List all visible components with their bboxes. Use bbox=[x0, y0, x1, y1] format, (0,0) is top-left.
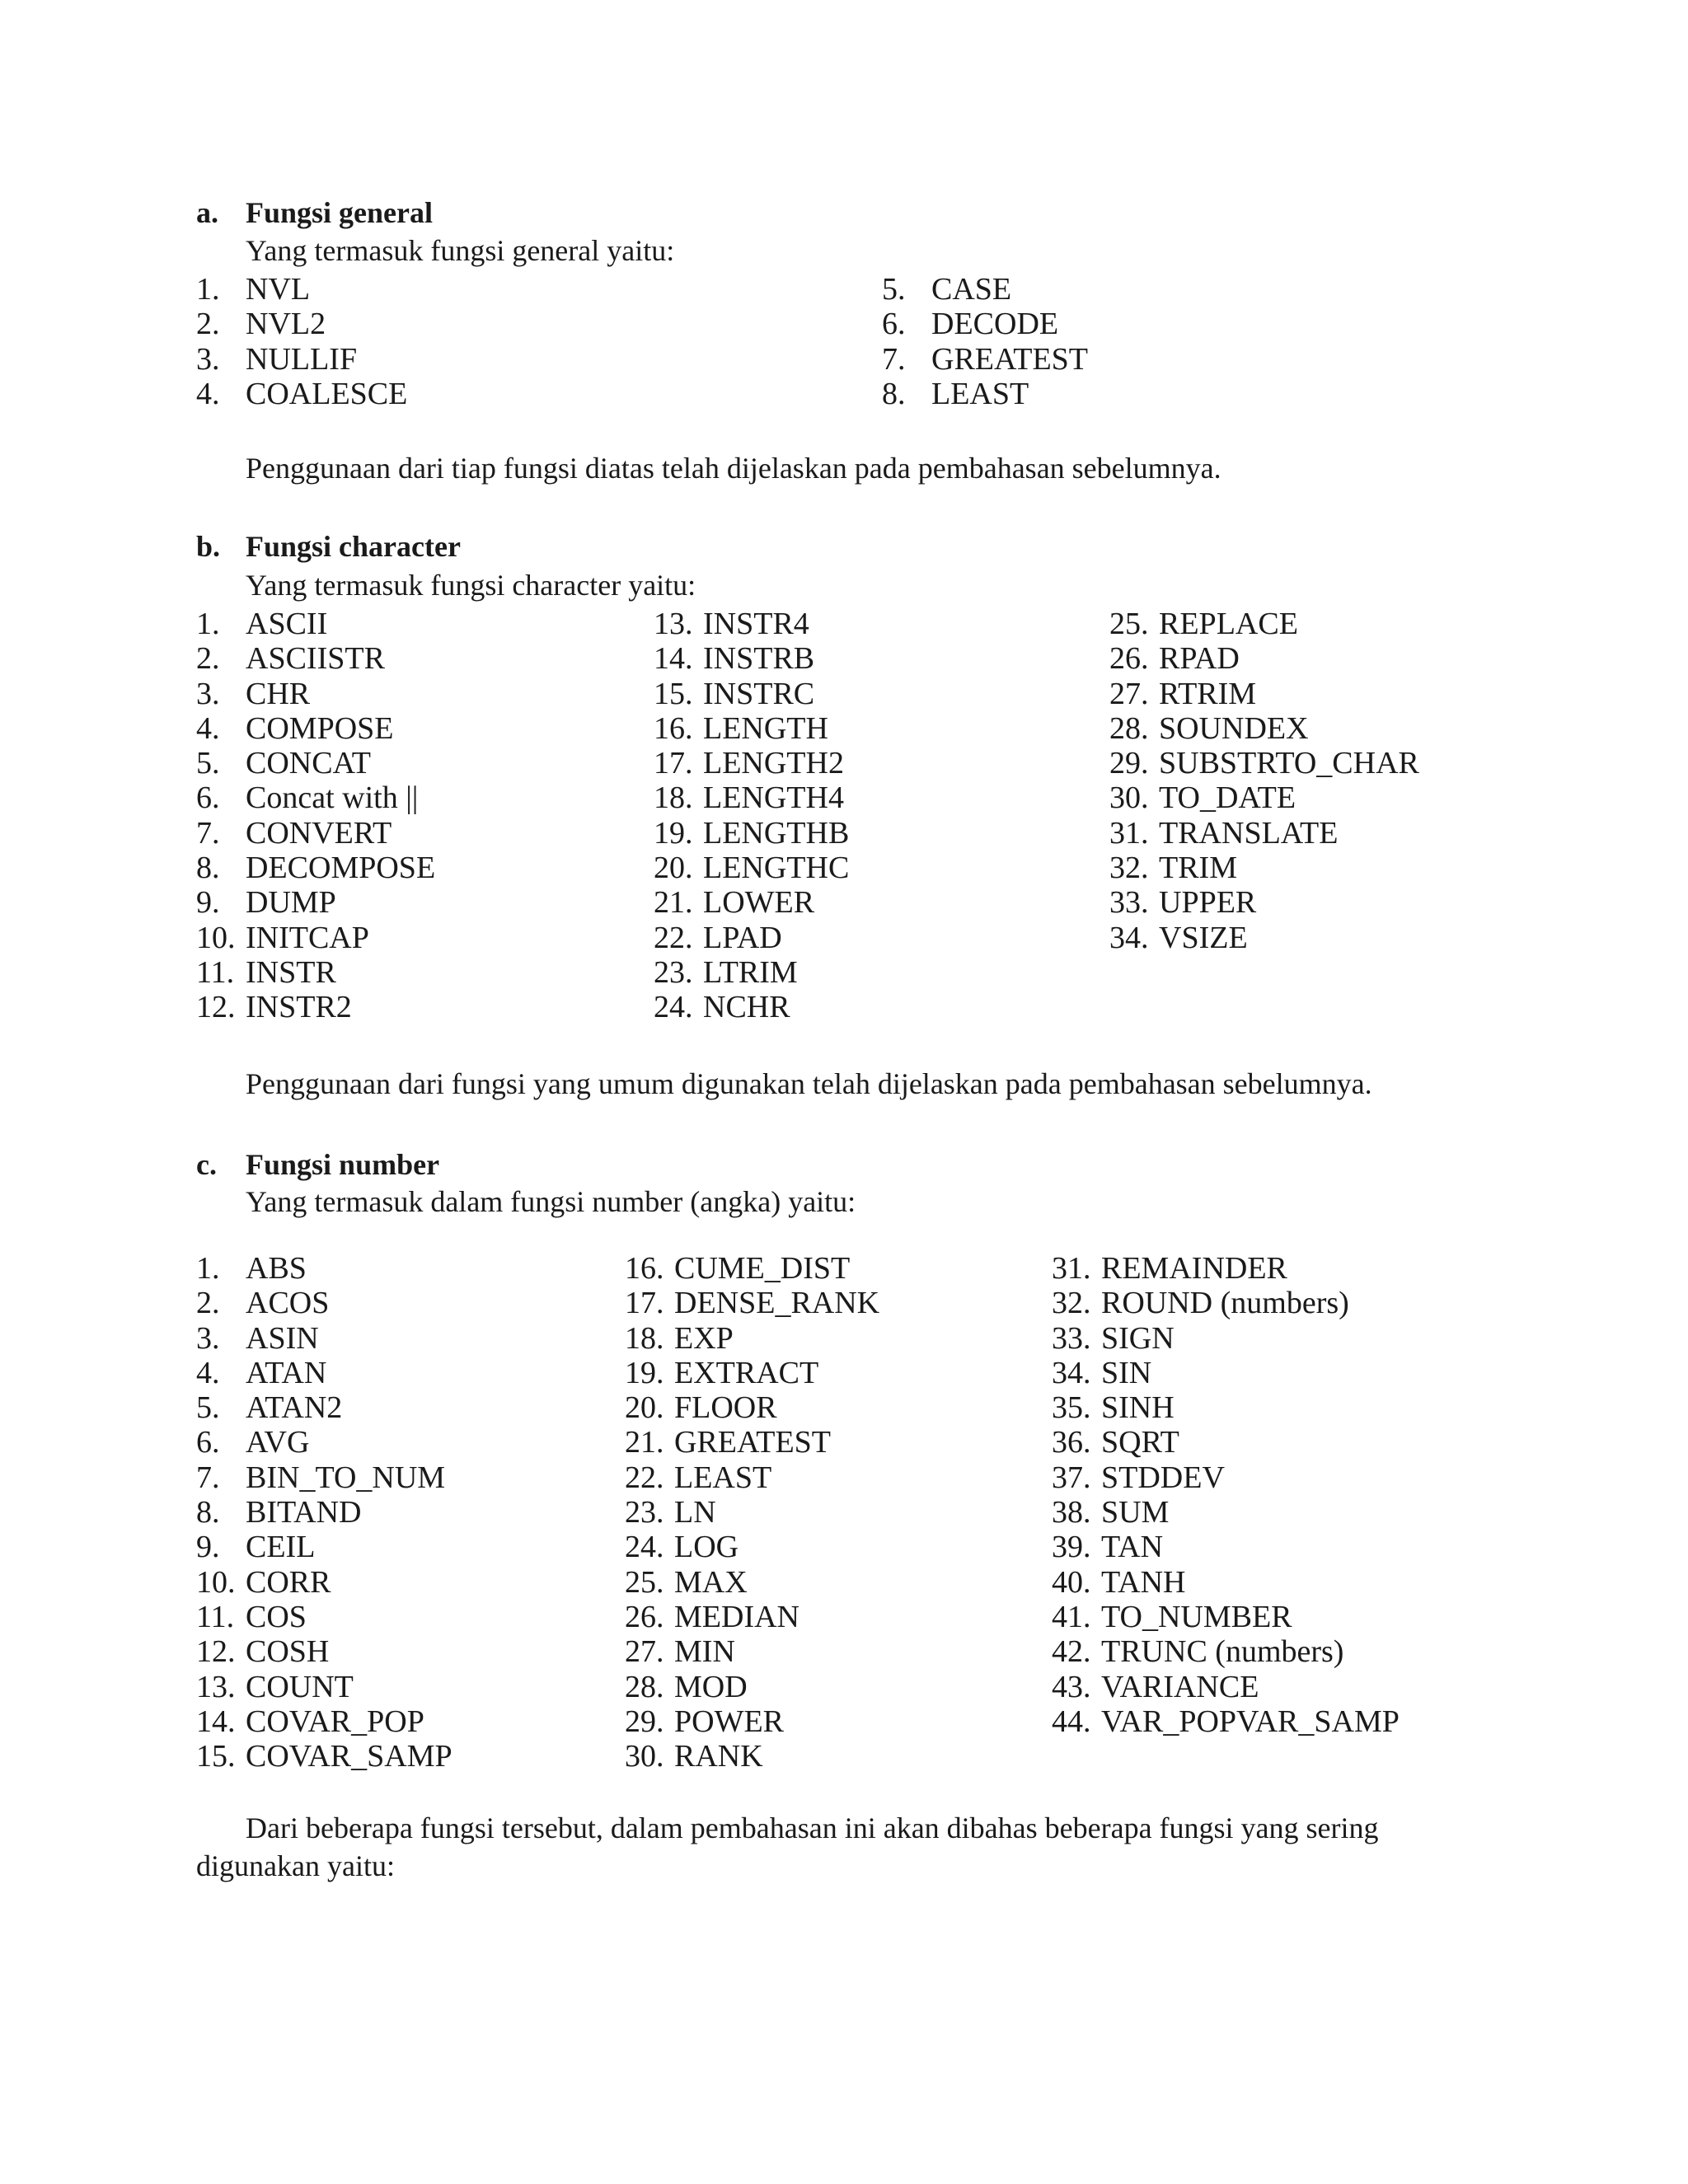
list-item-number: 3. bbox=[196, 341, 220, 377]
list-item-label: RTRIM bbox=[1159, 676, 1257, 711]
list-item-number: 18. bbox=[654, 780, 693, 816]
list-item-number: 29. bbox=[1109, 746, 1149, 781]
list-item-label: BIN_TO_NUM bbox=[246, 1460, 446, 1495]
list-item-number: 29. bbox=[625, 1704, 664, 1739]
list-item-number: 32. bbox=[1109, 851, 1149, 886]
list-item-label: GREATEST bbox=[931, 341, 1088, 377]
list-item-number: 1. bbox=[196, 607, 220, 641]
list-item-label: ACOS bbox=[246, 1286, 330, 1321]
list-item-label: RANK bbox=[674, 1739, 763, 1774]
list-item-number: 26. bbox=[1109, 641, 1149, 677]
list-item-label: GREATEST bbox=[674, 1425, 831, 1460]
list-item-number: 34. bbox=[1109, 920, 1149, 955]
list-item-label: SUBSTRTO_CHAR bbox=[1159, 746, 1419, 781]
list-item-label: ROUND (numbers) bbox=[1101, 1286, 1349, 1321]
list-item-number: 14. bbox=[654, 641, 693, 677]
list-item-label: EXTRACT bbox=[674, 1355, 819, 1390]
section-c-intro: Yang termasuk dalam fungsi number (angka) yaitu: bbox=[246, 1185, 856, 1218]
list-item-label: LTRIM bbox=[703, 954, 798, 990]
list-item-number: 15. bbox=[196, 1739, 236, 1774]
list-item-label: LN bbox=[674, 1495, 716, 1530]
list-item-label: COS bbox=[246, 1599, 307, 1634]
list-item-number: 4. bbox=[196, 376, 220, 411]
list-item-label: LENGTHB bbox=[703, 815, 850, 851]
list-item-label: TRIM bbox=[1159, 851, 1237, 886]
list-item-label: AVG bbox=[246, 1425, 310, 1460]
list-item-label: COMPOSE bbox=[246, 710, 394, 746]
list-item-label: MEDIAN bbox=[674, 1599, 799, 1634]
list-item-label: COUNT bbox=[246, 1669, 354, 1704]
list-item-label: POWER bbox=[674, 1704, 784, 1739]
list-item-label: NULLIF bbox=[246, 341, 358, 377]
list-item-number: 13. bbox=[654, 607, 693, 641]
section-a-intro: Yang termasuk fungsi general yaitu: bbox=[246, 234, 675, 267]
list-item-label: REPLACE bbox=[1159, 607, 1298, 641]
list-item-number: 27. bbox=[625, 1634, 664, 1670]
list-item-label: ATAN2 bbox=[246, 1390, 343, 1426]
list-item-number: 2. bbox=[196, 1286, 220, 1321]
list-item-number: 22. bbox=[654, 920, 693, 955]
list-item-number: 7. bbox=[882, 341, 906, 377]
list-item-label: CEIL bbox=[246, 1530, 316, 1565]
list-item-number: 19. bbox=[625, 1355, 664, 1390]
list-item-number: 21. bbox=[654, 885, 693, 921]
list-item-label: LENGTH2 bbox=[703, 746, 844, 781]
list-item-label: REMAINDER bbox=[1101, 1251, 1287, 1286]
list-item-label: TRANSLATE bbox=[1159, 815, 1339, 851]
list-item-number: 15. bbox=[654, 676, 693, 711]
list-item-number: 10. bbox=[196, 920, 236, 955]
list-item-number: 2. bbox=[196, 641, 220, 677]
list-item-number: 37. bbox=[1052, 1460, 1091, 1495]
list-item-label: TO_NUMBER bbox=[1101, 1599, 1292, 1634]
list-item-label: INSTR bbox=[246, 954, 336, 990]
list-item-number: 8. bbox=[196, 851, 220, 886]
list-item-label: SUM bbox=[1101, 1495, 1170, 1530]
list-item-number: 20. bbox=[654, 851, 693, 886]
section-c-closing-line-2: digunakan yaitu: bbox=[196, 1849, 395, 1882]
list-item-number: 8. bbox=[196, 1495, 220, 1530]
section-a-marker: a. bbox=[196, 196, 218, 229]
list-item-label: VAR_POPVAR_SAMP bbox=[1101, 1704, 1400, 1739]
list-item-number: 1. bbox=[196, 272, 220, 307]
list-item-number: 33. bbox=[1052, 1320, 1091, 1356]
list-item-label: LOWER bbox=[703, 885, 815, 921]
list-item-number: 7. bbox=[196, 1460, 220, 1495]
list-item-number: 30. bbox=[1109, 780, 1149, 816]
list-item-number: 6. bbox=[196, 1425, 220, 1460]
list-item-label: SIGN bbox=[1101, 1320, 1175, 1356]
list-item-label: LOG bbox=[674, 1530, 739, 1565]
section-c-title: Fungsi number bbox=[246, 1148, 440, 1181]
list-item-label: SIN bbox=[1101, 1355, 1152, 1390]
list-item-label: CHR bbox=[246, 676, 311, 711]
list-item-number: 39. bbox=[1052, 1530, 1091, 1565]
list-item-number: 19. bbox=[654, 815, 693, 851]
list-item-label: COSH bbox=[246, 1634, 330, 1670]
list-item-number: 27. bbox=[1109, 676, 1149, 711]
list-item-label: TANH bbox=[1101, 1564, 1186, 1600]
list-item-label: TAN bbox=[1101, 1530, 1164, 1565]
list-item-label: NVL2 bbox=[246, 307, 326, 342]
list-item-label: LEAST bbox=[931, 376, 1029, 411]
list-item-label: INITCAP bbox=[246, 920, 369, 955]
list-item-label: LENGTH bbox=[703, 710, 828, 746]
list-item-number: 16. bbox=[654, 710, 693, 746]
list-item-number: 28. bbox=[1109, 710, 1149, 746]
section-b-title: Fungsi character bbox=[246, 530, 461, 563]
list-item-label: LENGTH4 bbox=[703, 780, 844, 816]
list-item-label: MOD bbox=[674, 1669, 748, 1704]
list-item-number: 5. bbox=[196, 746, 220, 781]
list-item-number: 33. bbox=[1109, 885, 1149, 921]
list-item-number: 25. bbox=[625, 1564, 664, 1600]
section-b-note: Penggunaan dari fungsi yang umum digunakan telah dijelaskan pada pembahasan sebelumnya. bbox=[246, 1067, 1372, 1100]
list-item-number: 5. bbox=[882, 272, 906, 307]
list-item-label: LEAST bbox=[674, 1460, 772, 1495]
list-item-label: DECODE bbox=[931, 307, 1059, 342]
list-item-label: CONVERT bbox=[246, 815, 392, 851]
list-item-label: UPPER bbox=[1159, 885, 1257, 921]
list-item-number: 3. bbox=[196, 676, 220, 711]
list-item-number: 12. bbox=[196, 990, 236, 1025]
section-c-marker: c. bbox=[196, 1148, 217, 1181]
list-item-label: DENSE_RANK bbox=[674, 1286, 880, 1321]
list-item-number: 9. bbox=[196, 1530, 220, 1565]
list-item-number: 38. bbox=[1052, 1495, 1091, 1530]
list-item-number: 2. bbox=[196, 307, 220, 342]
list-item-number: 3. bbox=[196, 1320, 220, 1356]
list-item-label: NCHR bbox=[703, 990, 790, 1025]
list-item-number: 25. bbox=[1109, 607, 1149, 641]
list-item-number: 23. bbox=[654, 954, 693, 990]
list-item-number: 18. bbox=[625, 1320, 664, 1356]
section-b-intro: Yang termasuk fungsi character yaitu: bbox=[246, 569, 696, 602]
list-item-number: 6. bbox=[882, 307, 906, 342]
list-item-number: 9. bbox=[196, 885, 220, 921]
list-item-number: 24. bbox=[654, 990, 693, 1025]
list-item-label: COALESCE bbox=[246, 376, 408, 411]
list-item-number: 4. bbox=[196, 1355, 220, 1390]
section-a-note: Penggunaan dari tiap fungsi diatas telah dijelaskan pada pembahasan sebelumnya. bbox=[246, 452, 1221, 485]
list-item-number: 35. bbox=[1052, 1390, 1091, 1426]
list-item-label: NVL bbox=[246, 272, 311, 307]
list-item-number: 5. bbox=[196, 1390, 220, 1426]
list-item-number: 43. bbox=[1052, 1669, 1091, 1704]
list-item-label: SINH bbox=[1101, 1390, 1175, 1426]
list-item-number: 42. bbox=[1052, 1634, 1091, 1670]
list-item-number: 28. bbox=[625, 1669, 664, 1704]
list-item-number: 32. bbox=[1052, 1286, 1091, 1321]
list-item-label: SQRT bbox=[1101, 1425, 1179, 1460]
list-item-number: 34. bbox=[1052, 1355, 1091, 1390]
list-item-label: INSTR4 bbox=[703, 607, 809, 641]
list-item-label: MIN bbox=[674, 1634, 735, 1670]
list-item-number: 11. bbox=[196, 1599, 235, 1634]
list-item-number: 26. bbox=[625, 1599, 664, 1634]
list-item-label: CORR bbox=[246, 1564, 331, 1600]
list-item-label: INSTR2 bbox=[246, 990, 352, 1025]
list-item-number: 22. bbox=[625, 1460, 664, 1495]
list-item-label: INSTRB bbox=[703, 641, 815, 677]
list-item-label: FLOOR bbox=[674, 1390, 777, 1426]
list-item-number: 1. bbox=[196, 1251, 220, 1286]
list-item-label: BITAND bbox=[246, 1495, 362, 1530]
list-item-label: RPAD bbox=[1159, 641, 1240, 677]
list-item-number: 24. bbox=[625, 1530, 664, 1565]
list-item-number: 12. bbox=[196, 1634, 236, 1670]
list-item-number: 31. bbox=[1052, 1251, 1091, 1286]
list-item-label: CUME_DIST bbox=[674, 1251, 851, 1286]
list-item-label: ASCII bbox=[246, 607, 328, 641]
list-item-label: LENGTHC bbox=[703, 851, 850, 886]
list-item-number: 11. bbox=[196, 954, 235, 990]
list-item-number: 23. bbox=[625, 1495, 664, 1530]
list-item-number: 14. bbox=[196, 1704, 236, 1739]
list-item-label: ATAN bbox=[246, 1355, 327, 1390]
list-item-number: 6. bbox=[196, 780, 220, 816]
list-item-label: CONCAT bbox=[246, 746, 372, 781]
list-item-number: 17. bbox=[625, 1286, 664, 1321]
list-item-number: 40. bbox=[1052, 1564, 1091, 1600]
list-item-number: 13. bbox=[196, 1669, 236, 1704]
list-item-number: 30. bbox=[625, 1739, 664, 1774]
list-item-number: 20. bbox=[625, 1390, 664, 1426]
list-item-number: 4. bbox=[196, 710, 220, 746]
list-item-number: 10. bbox=[196, 1564, 236, 1600]
list-item-label: EXP bbox=[674, 1320, 734, 1356]
list-item-label: STDDEV bbox=[1101, 1460, 1225, 1495]
list-item-label: VSIZE bbox=[1159, 920, 1248, 955]
list-item-label: INSTRC bbox=[703, 676, 815, 711]
list-item-label: ASCIISTR bbox=[246, 641, 385, 677]
list-item-number: 8. bbox=[882, 376, 906, 411]
list-item-label: Concat with || bbox=[246, 780, 419, 816]
list-item-number: 16. bbox=[625, 1251, 664, 1286]
list-item-label: COVAR_POP bbox=[246, 1704, 424, 1739]
list-item-number: 21. bbox=[625, 1425, 664, 1460]
section-a-title: Fungsi general bbox=[246, 196, 434, 229]
list-item-label: DUMP bbox=[246, 885, 336, 921]
list-item-number: 7. bbox=[196, 815, 220, 851]
list-item-number: 44. bbox=[1052, 1704, 1091, 1739]
list-item-number: 17. bbox=[654, 746, 693, 781]
list-item-label: VARIANCE bbox=[1101, 1669, 1259, 1704]
list-item-number: 36. bbox=[1052, 1425, 1091, 1460]
list-item-label: TRUNC (numbers) bbox=[1101, 1634, 1344, 1670]
section-b-marker: b. bbox=[196, 530, 221, 563]
list-item-label: LPAD bbox=[703, 920, 782, 955]
list-item-label: SOUNDEX bbox=[1159, 710, 1309, 746]
list-item-label: MAX bbox=[674, 1564, 748, 1600]
list-item-label: TO_DATE bbox=[1159, 780, 1296, 816]
list-item-number: 41. bbox=[1052, 1599, 1091, 1634]
section-c-closing-line-1: Dari beberapa fungsi tersebut, dalam pembahasan ini akan dibahas beberapa fungsi yang sering bbox=[246, 1811, 1379, 1844]
list-item-label: CASE bbox=[931, 272, 1012, 307]
list-item-label: DECOMPOSE bbox=[246, 851, 436, 886]
list-item-number: 31. bbox=[1109, 815, 1149, 851]
list-item-label: ABS bbox=[246, 1251, 307, 1286]
list-item-label: COVAR_SAMP bbox=[246, 1739, 452, 1774]
list-item-label: ASIN bbox=[246, 1320, 319, 1356]
